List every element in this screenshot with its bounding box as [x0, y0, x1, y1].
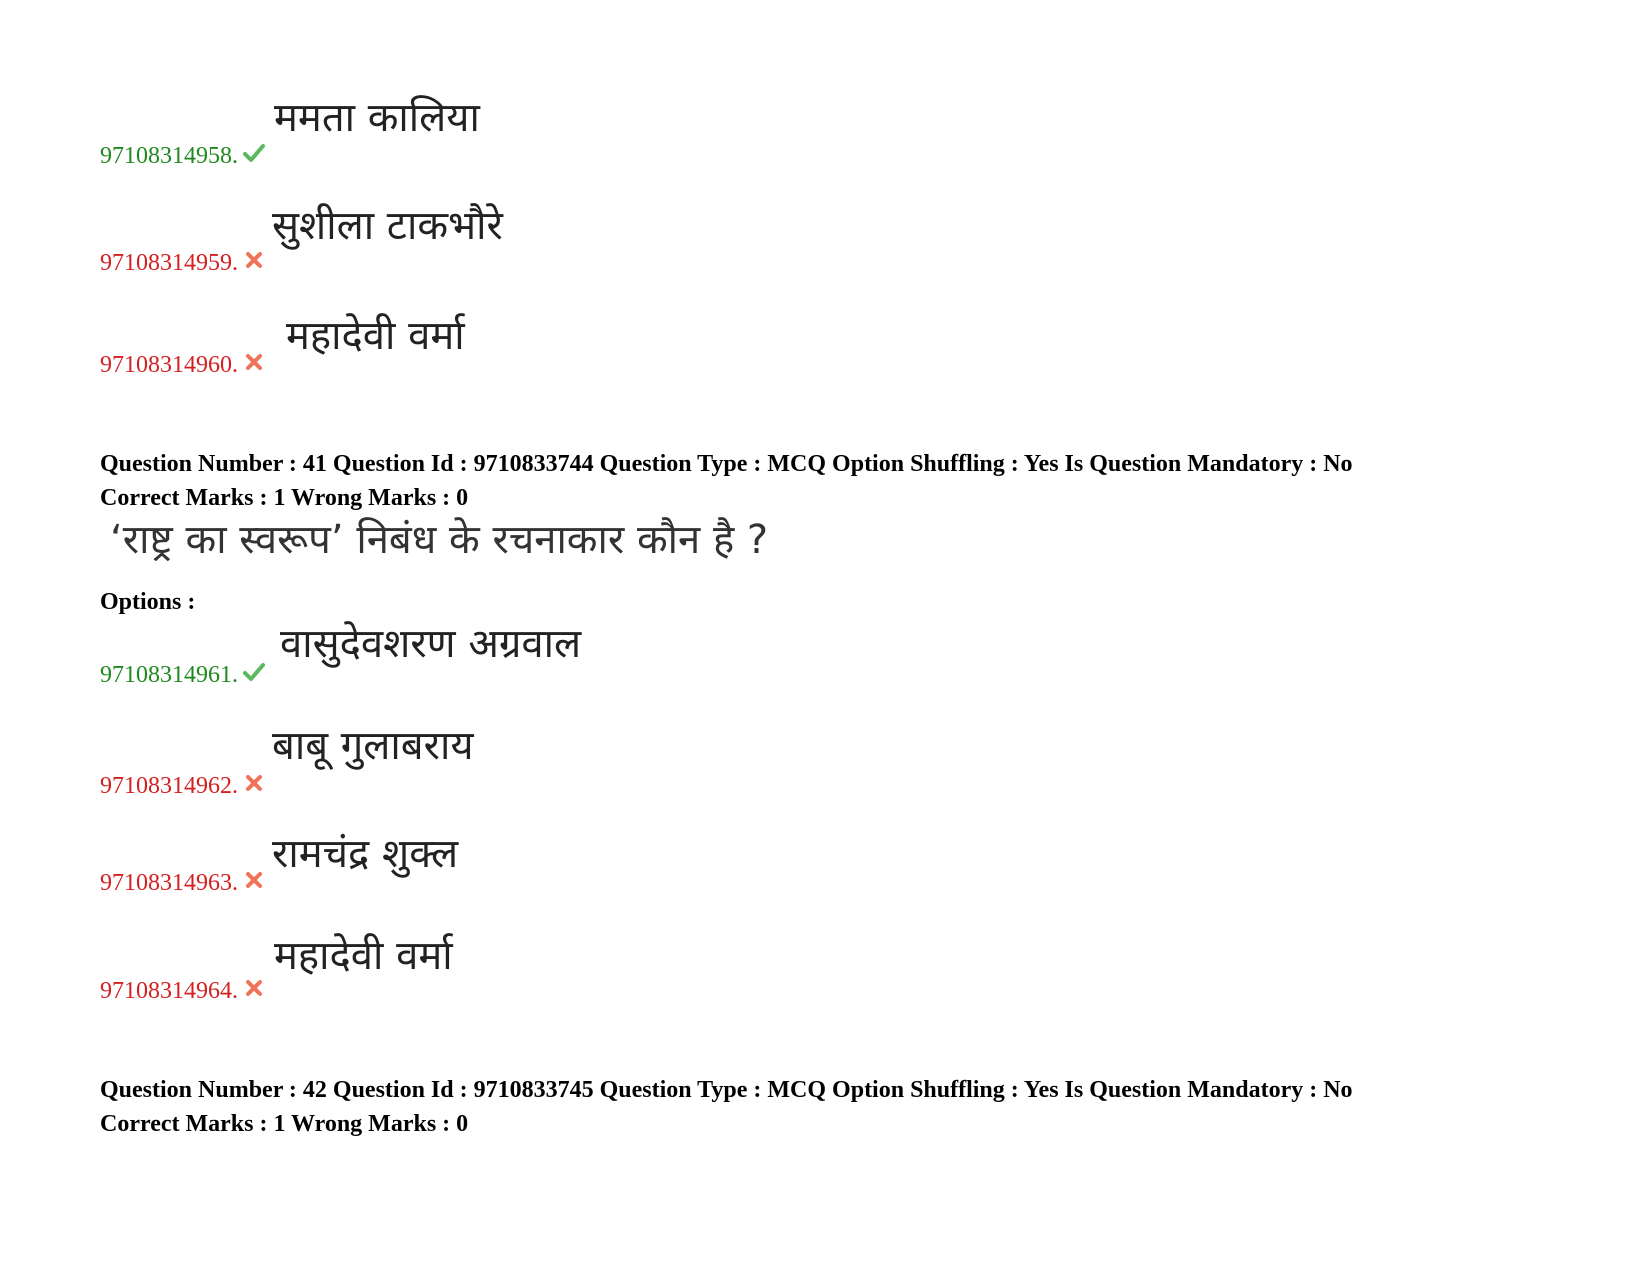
- option-row-97108314963: [100, 868, 266, 895]
- option-text: रामचंद्र शुक्ल: [272, 831, 459, 877]
- cross-icon: [242, 868, 266, 892]
- option-id: 97108314964.: [100, 978, 238, 1004]
- option-text: वासुदेवशरण अग्रवाल: [280, 621, 582, 667]
- question-meta-line1: Question Number : 42 Question Id : 9710833745 Question Type : MCQ Option Shuffling : Yes Is Question Mandatory : No: [100, 1077, 1353, 1103]
- check-icon: [242, 141, 266, 165]
- option-row-97108314958: [100, 141, 266, 168]
- option-text: बाबू गुलाबराय: [272, 723, 474, 769]
- options-label: Options :: [100, 589, 196, 615]
- option-id: 97108314963.: [100, 870, 238, 896]
- option-id: 97108314961.: [100, 662, 238, 688]
- question-meta-line2: Correct Marks : 1 Wrong Marks : 0: [100, 485, 469, 511]
- check-icon: [242, 660, 266, 684]
- option-text: महादेवी वर्मा: [286, 313, 465, 359]
- option-id: 97108314959.: [100, 250, 238, 276]
- option-row-97108314960: [100, 350, 266, 377]
- question-meta-line1: Question Number : 41 Question Id : 9710833744 Question Type : MCQ Option Shuffling : Yes Is Question Mandatory : No: [100, 451, 1353, 477]
- option-id: 97108314958.: [100, 143, 238, 169]
- cross-icon: [242, 350, 266, 374]
- cross-icon: [242, 248, 266, 272]
- option-text: महादेवी वर्मा: [274, 933, 453, 979]
- option-id: 97108314962.: [100, 773, 238, 799]
- question-text: ‘राष्ट्र का स्वरूप’ निबंध के रचनाकार कौन है ?: [110, 517, 769, 563]
- question-meta-line2: Correct Marks : 1 Wrong Marks : 0: [100, 1111, 469, 1137]
- option-text: सुशीला टाकभौरे: [272, 203, 503, 249]
- option-text: ममता कालिया: [274, 95, 480, 141]
- cross-icon: [242, 976, 266, 1000]
- option-row-97108314962: [100, 771, 266, 798]
- question-meta: [100, 1073, 1353, 1141]
- option-row-97108314964: [100, 976, 266, 1003]
- option-row-97108314961: [100, 660, 266, 687]
- option-row-97108314959: [100, 248, 266, 275]
- option-id: 97108314960.: [100, 352, 238, 378]
- question-meta: [100, 447, 1353, 515]
- cross-icon: [242, 771, 266, 795]
